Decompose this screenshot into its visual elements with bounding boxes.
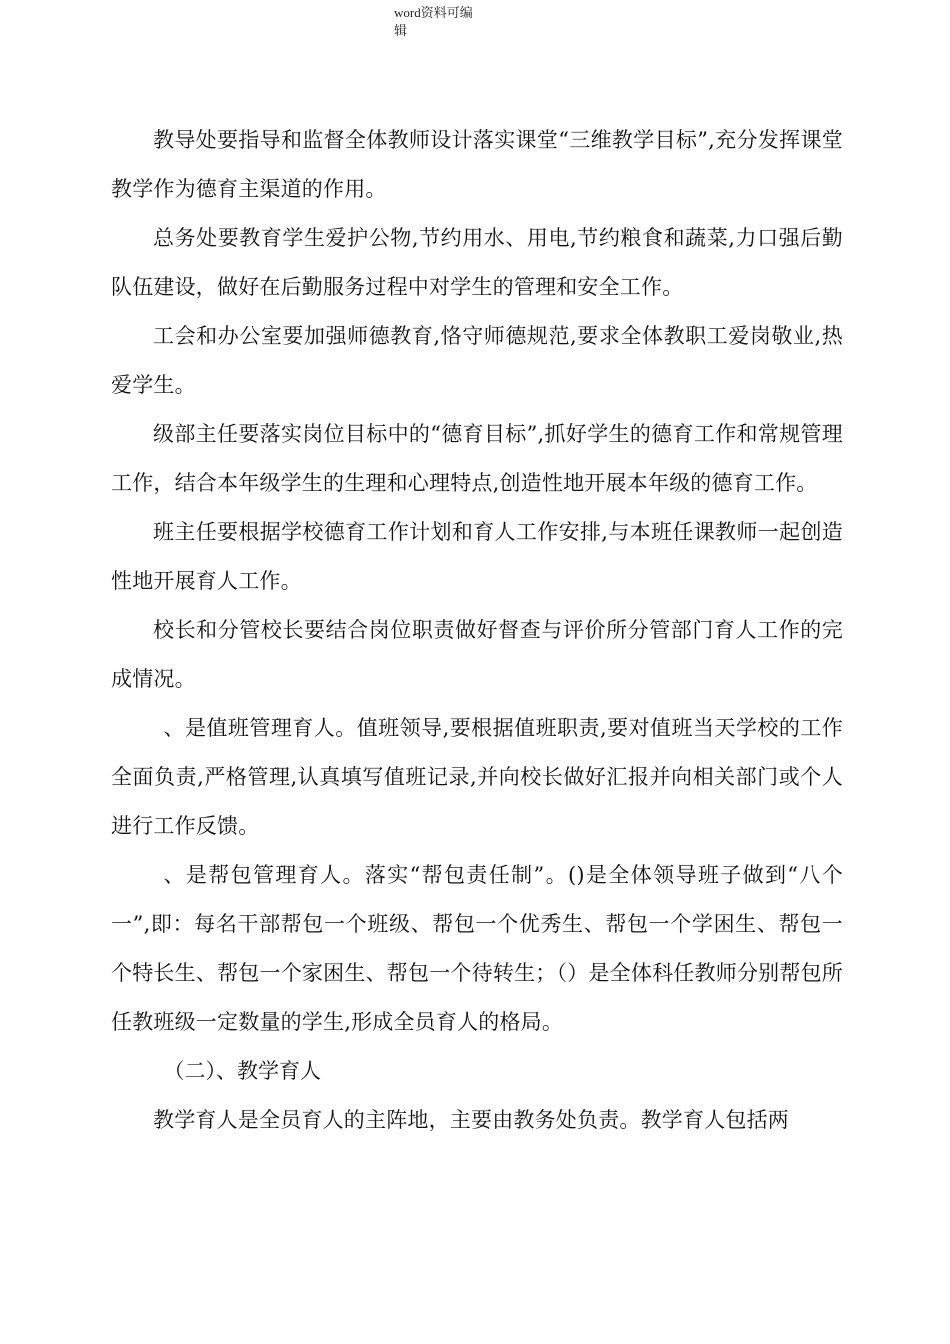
- paragraph-help-management: 、是帮包管理育人。落实“帮包责任制”。()是全体领导班子做到“八个一”,即：每名干部帮包一个班级、帮包一个优秀生、帮包一个学困生、帮包一个特长生、帮包一个家困生、帮包一个待转生；（）是全体科任教师分别帮包所任教班级一定数量的学生,形成全员育人的格局。: [111, 863, 843, 1034]
- paragraph-principal: 校长和分管校长要结合岗位职责做好督查与评价所分管部门育人工作的完成情况。: [111, 618, 843, 691]
- section-heading: （二）、教学育人: [163, 1059, 321, 1083]
- paragraph-teaching-office: 教导处要指导和监督全体教师设计落实课堂“三维教学目标”,充分发挥课堂教学作为德育主渠道的作用。: [111, 128, 843, 201]
- header-line-1: word资料可编: [394, 5, 473, 20]
- paragraph-union-office: 工会和办公室要加强师德教育,恪守师德规范,要求全体教职工爱岗敬业,热爱学生。: [111, 324, 843, 397]
- document-body: [111, 116, 843, 1145]
- paragraph-grade-director: 级部主任要落实岗位目标中的“德育目标”,抓好学生的德育工作和常规管理工作，结合本年级学生的生理和心理特点,创造性地开展本年级的德育工作。: [111, 422, 843, 495]
- paragraph-class-teacher: 班主任要根据学校德育工作计划和育人工作安排,与本班任课教师一起创造性地开展育人工作。: [111, 520, 843, 593]
- paragraph-duty-management: 、是值班管理育人。值班领导,要根据值班职责,要对值班当天学校的工作全面负责,严格管理,认真填写值班记录,并向校长做好汇报并向相关部门或个人进行工作反馈。: [111, 716, 843, 838]
- paragraph-teaching-education: 教学育人是全员育人的主阵地，主要由教务处负责。教学育人包括两: [153, 1108, 789, 1132]
- header-line-2: 辑: [394, 23, 408, 38]
- paragraph-general-affairs: 总务处要教育学生爱护公物,节约用水、用电,节约粮食和蔬菜,力口强后勤队伍建设，做好在后勤服务过程中对学生的管理和安全工作。: [111, 226, 843, 299]
- page-header: [394, 4, 494, 40]
